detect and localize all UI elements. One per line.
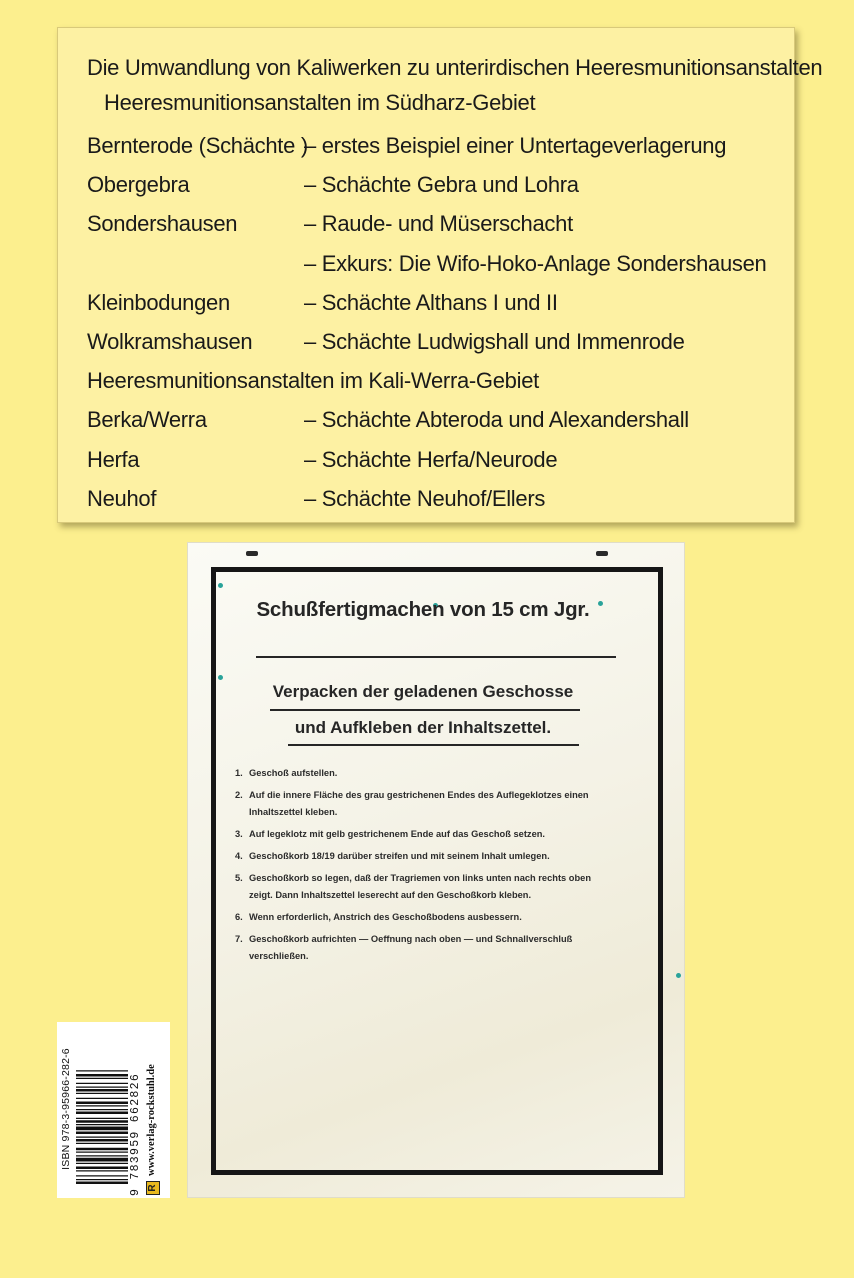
toc-entry bbox=[87, 126, 794, 165]
barcode-stripe bbox=[76, 1170, 128, 1171]
barcode-stripe bbox=[76, 1083, 128, 1084]
toc-desc: – Schächte Neuhof/Ellers bbox=[304, 485, 546, 511]
step-text: Wenn erforderlich, Anstrich des Geschoßbodens ausbessern. bbox=[249, 912, 522, 922]
toc-section-suedharz: Heeresmunitionsanstalten im Südharz-Gebiet bbox=[104, 90, 536, 115]
barcode-stripe bbox=[76, 1087, 128, 1088]
toc-entry bbox=[87, 400, 794, 439]
list-item bbox=[235, 826, 615, 843]
poster-subtitle-2: und Aufkleben der Inhaltszettel. bbox=[294, 718, 552, 737]
list-item bbox=[235, 931, 615, 965]
barcode-stripe bbox=[76, 1098, 128, 1099]
barcode-stripe bbox=[76, 1093, 128, 1094]
toc-desc: – Schächte Althans I und II bbox=[304, 289, 558, 315]
barcode-stripe bbox=[76, 1118, 128, 1119]
barcode-rotated-content bbox=[57, 1022, 170, 1198]
list-item bbox=[235, 787, 615, 821]
toc-desc: – Raude- und Müserschacht bbox=[304, 211, 573, 237]
toc-place: Berka/Werra bbox=[87, 407, 207, 433]
toc-place: Sondershausen bbox=[87, 211, 238, 237]
pin-mark bbox=[596, 551, 608, 556]
toc-place: Neuhof bbox=[87, 485, 157, 511]
toc-place: Wolkramshausen bbox=[87, 328, 253, 354]
toc-desc: – erstes Beispiel einer Untertageverlagerung bbox=[304, 133, 727, 158]
barcode-stripe bbox=[76, 1158, 128, 1162]
barcode-stripe bbox=[76, 1078, 128, 1079]
toc-desc: – Exkurs: Die Wifo-Hoko-Anlage Sondershausen bbox=[304, 250, 767, 276]
instruction-steps bbox=[235, 765, 615, 970]
subtitle-underline bbox=[270, 709, 580, 711]
barcode-stripe bbox=[76, 1120, 128, 1123]
barcode-stripe bbox=[76, 1109, 128, 1110]
title-underline bbox=[256, 656, 616, 658]
barcode-stripe bbox=[76, 1137, 128, 1138]
toc-entry bbox=[87, 204, 794, 243]
step-number: 5. bbox=[235, 873, 243, 883]
barcode-stripe bbox=[76, 1167, 128, 1170]
list-item bbox=[235, 870, 615, 904]
barcode-stripe bbox=[76, 1163, 128, 1164]
step-number: 3. bbox=[235, 829, 243, 839]
subtitle-underline bbox=[288, 744, 579, 746]
paint-speck bbox=[676, 973, 681, 978]
step-text: Auf legeklotz mit gelb gestrichenem Ende auf das Geschoß setzen. bbox=[249, 829, 546, 839]
toc-place: Bernterode (Schächte ) bbox=[87, 133, 308, 158]
barcode-stripe bbox=[76, 1179, 128, 1180]
toc-section-kali-werra: Heeresmunitionsanstalten im Kali-Werra-Gebiet bbox=[87, 368, 539, 394]
toc-place: Obergebra bbox=[87, 172, 190, 198]
toc-entry bbox=[87, 244, 794, 283]
barcode-stripe bbox=[76, 1124, 128, 1125]
toc-heading: Die Umwandlung von Kaliwerken zu unterirdischen Heeresmunitionsanstalten bbox=[87, 55, 823, 80]
barcode-stripe bbox=[76, 1070, 128, 1071]
toc-entry bbox=[87, 322, 794, 361]
poster-subtitle-1: Verpacken der geladenen Geschosse bbox=[272, 682, 574, 701]
barcode-stripe bbox=[76, 1182, 128, 1185]
barcode-stripe bbox=[76, 1074, 128, 1077]
list-item bbox=[235, 765, 615, 782]
poster-title: Schußfertigmachen von 15 cm Jgr. bbox=[256, 598, 590, 621]
barcode-stripe bbox=[76, 1112, 128, 1115]
toc-desc: – Schächte Gebra und Lohra bbox=[304, 172, 579, 198]
list-item bbox=[235, 909, 615, 926]
barcode-stripe bbox=[76, 1105, 128, 1106]
step-text: Auf die innere Fläche des grau gestrichenen Endes des Auflegeklotzes einen Inhaltszettel kleben. bbox=[249, 790, 589, 817]
barcode-stripe bbox=[76, 1143, 128, 1144]
isbn-text: ISBN 978-3-95966-282-6 bbox=[60, 1048, 72, 1170]
publisher-url: www.verlag-rockstuhl.de bbox=[146, 1064, 157, 1176]
toc-place: Kleinbodungen bbox=[87, 289, 230, 315]
list-item bbox=[235, 848, 615, 865]
step-number: 1. bbox=[235, 768, 243, 778]
toc-entry bbox=[87, 479, 794, 518]
toc-desc: – Schächte Ludwigshall und Immenrode bbox=[304, 328, 685, 354]
barcode-icon bbox=[76, 1034, 128, 1184]
step-number: 7. bbox=[235, 934, 243, 944]
barcode-stripe bbox=[76, 1132, 128, 1135]
step-text: Geschoßkorb so legen, daß der Tragriemen von links unten nach rechts oben zeigt. Dann Inhaltszettel leserecht auf den Geschoßkorb kleben. bbox=[249, 873, 591, 900]
barcode-stripe bbox=[76, 1139, 128, 1142]
barcode-stripe bbox=[76, 1175, 128, 1176]
toc-desc: – Schächte Herfa/Neurode bbox=[304, 446, 558, 472]
table-of-contents-box bbox=[57, 27, 823, 523]
step-text: Geschoß aufstellen. bbox=[249, 768, 338, 778]
barcode-stripe bbox=[76, 1102, 128, 1105]
barcode-stripe bbox=[76, 1089, 128, 1092]
step-number: 6. bbox=[235, 912, 243, 922]
barcode-digits: 9 783959 662826 bbox=[129, 1072, 142, 1196]
toc-place: Herfa bbox=[87, 446, 140, 472]
barcode-stripe bbox=[76, 1152, 128, 1153]
isbn-barcode-block bbox=[57, 1022, 170, 1198]
step-text: Geschoßkorb aufrichten — Oeffnung nach oben — und Schnallverschluß verschließen. bbox=[249, 934, 573, 961]
step-number: 2. bbox=[235, 790, 243, 800]
instruction-poster-photo bbox=[187, 542, 685, 1198]
barcode-stripe bbox=[76, 1155, 128, 1156]
toc-desc: – Schächte Abteroda und Alexandershall bbox=[304, 407, 689, 433]
barcode-stripe bbox=[76, 1148, 128, 1151]
barcode-stripe bbox=[76, 1127, 128, 1131]
toc-entry bbox=[87, 165, 794, 204]
step-text: Geschoßkorb 18/19 darüber streifen und mit seinem Inhalt umlegen. bbox=[249, 851, 550, 861]
publisher-logo-icon: R bbox=[146, 1181, 160, 1195]
pin-mark bbox=[246, 551, 258, 556]
step-number: 4. bbox=[235, 851, 243, 861]
toc-entry bbox=[87, 440, 794, 479]
toc-entry bbox=[87, 283, 794, 322]
